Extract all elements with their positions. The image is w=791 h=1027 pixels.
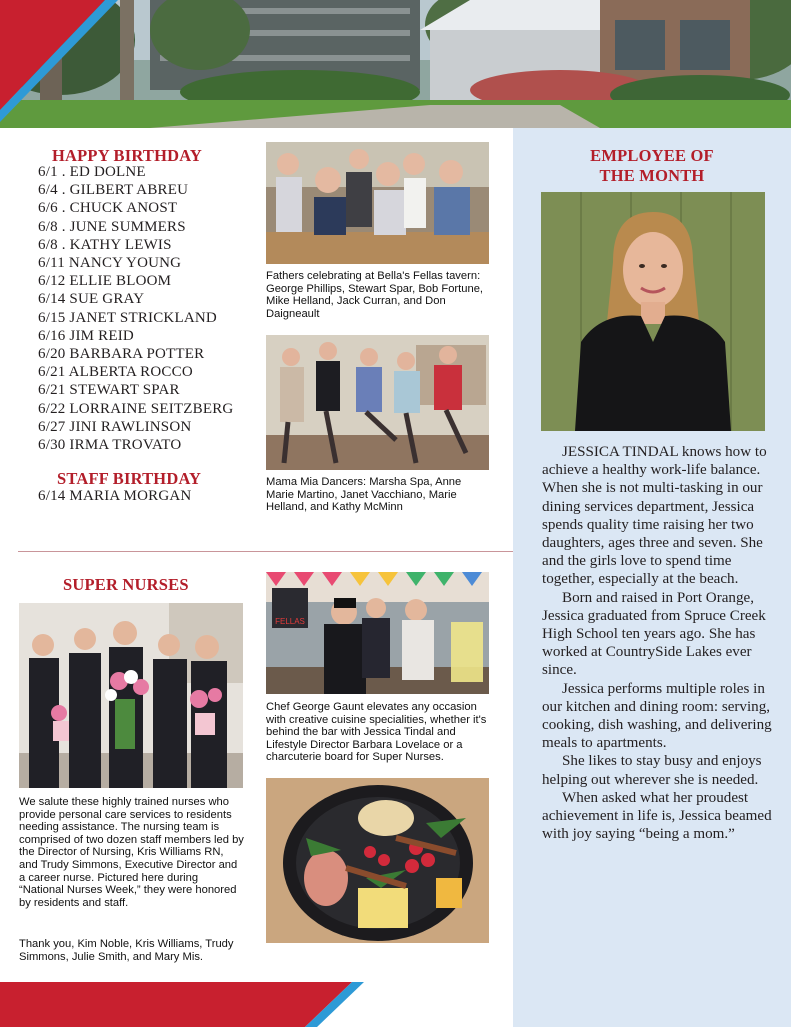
birthday-entry: 6/1 . ED DOLNE [38,164,146,180]
birthday-entry: 6/20 BARBARA POTTER [38,346,205,363]
employee-heading-line2: THE MONTH [599,166,705,185]
chef-photo [266,572,489,694]
birthday-entry: 6/12 ELLIE BLOOM [38,273,172,290]
birthday-entry: 6/21 ALBERTA ROCCO [38,364,193,381]
fathers-photo [266,142,489,264]
bar-sign-text: FELLAS [275,617,305,626]
employee-story [542,443,772,843]
happy-birthday-heading: HAPPY BIRTHDAY [52,146,202,165]
dancers-caption: Mama Mia Dancers: Marsha Spa, Anne Marie Martino, Janet Vacchiano, Marie Helland, and Kathy McMinn [266,476,462,514]
birthday-entry: 6/6 . CHUCK ANOST [38,200,178,217]
charcuterie-photo [266,778,489,943]
super-nurses-heading: SUPER NURSES [63,575,189,594]
birthday-entry: 6/16 JIM REID [38,327,134,344]
birthday-entry: 6/14 MARIA MORGAN [38,488,192,504]
employee-paragraph: JESSICA TINDAL knows how to achieve a healthy work-life balance. When she is not multi-tasking in our dining services department, Jessica spends quality time raising her two daughters, ages three and seven. She and the girls love to spend time together, especially at the beach. [542,444,767,588]
employee-paragraph: Jessica performs multiple roles in our kitchen and dining room: serving, cooking, dish washing, and delivering meals to apartments. [542,680,772,752]
fathers-caption: Fathers celebrating at Bella's Fellas tavern: George Phillips, Stewart Spar, Bob Fortune, Mike Helland, Jack Curran, and Don Daigneault [266,270,484,320]
birthday-entry: 6/27 JINI RAWLINSON [38,418,192,435]
birthday-entry: 6/15 JANET STRICKLAND [38,309,217,326]
nurses-photo [19,603,243,788]
staff-birthday-heading: STAFF BIRTHDAY [57,469,202,488]
birthday-entry: 6/8 . JUNE SUMMERS [38,218,186,235]
dancers-photo [266,335,489,470]
birthday-entry: 6/11 NANCY YOUNG [38,255,182,272]
header-photo [0,0,791,128]
employee-paragraph: When asked what her proudest achievement in life is, Jessica beamed with joy saying “being a mom.” [542,789,772,843]
staff-birthday-list [38,487,191,505]
employee-paragraph: Born and raised in Port Orange, Jessica graduated from Spruce Creek High School ten years ago. She has worked at CountrySide Lakes ever since. [542,589,766,679]
birthday-entry: 6/30 IRMA TROVATO [38,437,182,454]
nurses-thanks: Thank you, Kim Noble, Kris Williams, Trudy Simmons, Julie Smith, and Mary Mis. [19,938,234,963]
birthday-entry: 6/14 SUE GRAY [38,291,145,308]
employee-photo [541,192,765,431]
nurses-caption: We salute these highly trained nurses who provide personal care services to residents needing assistance. The nursing team is comprised of two dozen staff members led by the Director of Nursing, Kris Williams RN, and Trudy Simmons, Executive Director and a career nurse. Pictured here during “National Nurses Week,” they were honored by residents and staff. [19,796,244,909]
birthday-list [38,163,233,454]
birthday-entry: 6/22 LORRAINE SEITZBERG [38,400,234,417]
chef-caption: Chef George Gaunt elevates any occasion with creative cuisine specialities, whether it's behind the bar with Jessica Tindal and Lifestyle Director Barbara Lovelace or a charcuterie board for Super Nurses. [266,701,487,764]
employee-heading [513,146,791,186]
birthday-entry: 6/4 . GILBERT ABREU [38,182,189,199]
employee-heading-line1: EMPLOYEE OF [590,146,714,165]
birthday-entry: 6/8 . KATHY LEWIS [38,236,172,253]
birthday-entry: 6/21 STEWART SPAR [38,382,180,399]
section-divider [18,551,513,552]
footer-brand-bar [0,982,513,1027]
employee-paragraph: She likes to stay busy and enjoys helping out wherever she is needed. [542,753,762,788]
